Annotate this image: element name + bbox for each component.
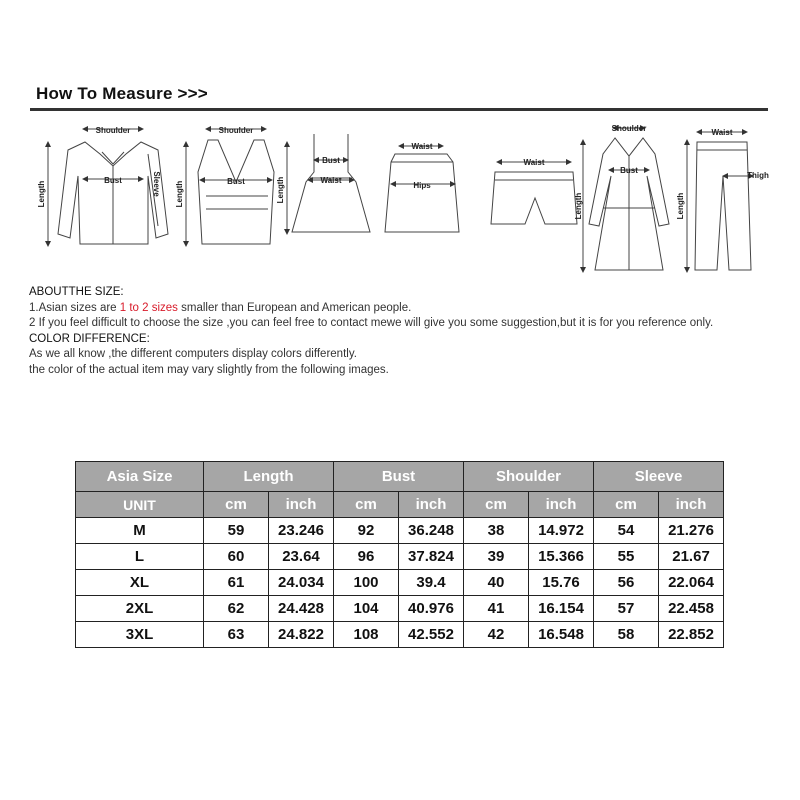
about-size-title: ABOUTTHE SIZE: <box>29 286 124 298</box>
value-cell: 16.548 <box>529 622 594 648</box>
value-cell: 21.67 <box>659 544 724 570</box>
header-length: Length <box>204 462 334 492</box>
size-cell: L <box>76 544 204 570</box>
shorts-figure <box>491 162 577 224</box>
value-cell: 55 <box>594 544 659 570</box>
unit-label: UNIT <box>76 492 204 518</box>
size-notes <box>29 285 779 378</box>
value-cell: 22.852 <box>659 622 724 648</box>
about-size-line-2: 2 If you feel difficult to choose the size ,you can feel free to contact mewe will give you some suggestion,but it is for you reference only. <box>29 317 714 329</box>
line1-highlight: 1 to 2 sizes <box>119 301 178 314</box>
header-bust: Bust <box>334 462 464 492</box>
value-cell: 104 <box>334 596 399 622</box>
size-cell: M <box>76 518 204 544</box>
value-cell: 56 <box>594 570 659 596</box>
label-thigh-pants: Thigh <box>747 171 769 180</box>
value-cell: 22.064 <box>659 570 724 596</box>
size-cell: XL <box>76 570 204 596</box>
unit-cell: inch <box>399 492 464 518</box>
value-cell: 39.4 <box>399 570 464 596</box>
value-cell: 61 <box>204 570 269 596</box>
value-cell: 24.822 <box>269 622 334 648</box>
shirt-figure <box>48 129 168 244</box>
label-waist-pants: Waist <box>711 128 733 137</box>
value-cell: 15.76 <box>529 570 594 596</box>
value-cell: 40.976 <box>399 596 464 622</box>
label-length-shirt: Length <box>37 180 46 208</box>
label-shoulder-vest: Shoulder <box>218 126 254 135</box>
value-cell: 37.824 <box>399 544 464 570</box>
color-difference-title: COLOR DIFFERENCE: <box>29 332 150 345</box>
value-cell: 38 <box>464 518 529 544</box>
color-difference-line-2: the color of the actual item may vary slightly from the following images. <box>29 363 389 376</box>
label-bust-vest: Bust <box>227 177 245 186</box>
value-cell: 23.64 <box>269 544 334 570</box>
value-cell: 63 <box>204 622 269 648</box>
unit-cell: cm <box>594 492 659 518</box>
value-cell: 16.154 <box>529 596 594 622</box>
size-cell: 3XL <box>76 622 204 648</box>
label-shoulder-shirt: Shoulder <box>95 126 131 135</box>
value-cell: 59 <box>204 518 269 544</box>
table-row <box>76 596 724 622</box>
label-bust-coat: Bust <box>620 166 638 175</box>
unit-cell: cm <box>464 492 529 518</box>
unit-cell: inch <box>269 492 334 518</box>
label-bust-shirt: Bust <box>104 176 122 185</box>
value-cell: 54 <box>594 518 659 544</box>
size-cell: 2XL <box>76 596 204 622</box>
size-chart-table <box>75 461 724 648</box>
coat-figure <box>583 128 669 270</box>
value-cell: 60 <box>204 544 269 570</box>
vest-figure <box>186 129 274 244</box>
value-cell: 23.246 <box>269 518 334 544</box>
color-difference-line-1: As we all know ,the different computers display colors differently. <box>29 348 357 360</box>
heading-divider <box>30 108 768 111</box>
label-waist-skirt: Waist <box>411 142 433 151</box>
how-to-measure-heading: How To Measure >>> <box>36 84 208 103</box>
value-cell: 24.034 <box>269 570 334 596</box>
label-length-pants: Length <box>676 192 685 220</box>
value-cell: 108 <box>334 622 399 648</box>
value-cell: 24.428 <box>269 596 334 622</box>
value-cell: 21.276 <box>659 518 724 544</box>
label-length-vest: Length <box>175 180 184 208</box>
measurement-figures <box>30 114 770 279</box>
label-waist-shorts: Waist <box>523 158 545 167</box>
value-cell: 22.458 <box>659 596 724 622</box>
header-shoulder: Shoulder <box>464 462 594 492</box>
table-row <box>76 570 724 596</box>
value-cell: 40 <box>464 570 529 596</box>
value-cell: 58 <box>594 622 659 648</box>
unit-cell: inch <box>529 492 594 518</box>
table-row <box>76 518 724 544</box>
value-cell: 36.248 <box>399 518 464 544</box>
value-cell: 42 <box>464 622 529 648</box>
line1-pre: 1.Asian sizes are <box>29 301 120 314</box>
value-cell: 62 <box>204 596 269 622</box>
header-asia-size: Asia Size <box>76 462 204 492</box>
table-header-row <box>76 462 724 492</box>
label-waist-dress: Waist <box>320 176 342 185</box>
table-unit-row <box>76 492 724 518</box>
unit-cell: inch <box>659 492 724 518</box>
unit-cell: cm <box>204 492 269 518</box>
about-size-line-1 <box>29 301 779 317</box>
label-length-coat: Length <box>574 192 583 220</box>
value-cell: 15.366 <box>529 544 594 570</box>
value-cell: 96 <box>334 544 399 570</box>
value-cell: 41 <box>464 596 529 622</box>
unit-cell: cm <box>334 492 399 518</box>
label-length-dress: Length <box>276 176 285 204</box>
table-row <box>76 622 724 648</box>
table-row <box>76 544 724 570</box>
value-cell: 14.972 <box>529 518 594 544</box>
value-cell: 100 <box>334 570 399 596</box>
line1-post: smaller than European and American people. <box>177 301 412 314</box>
pants-figure <box>687 132 751 270</box>
value-cell: 42.552 <box>399 622 464 648</box>
label-sleeve-shirt: Sleeve <box>152 171 161 197</box>
label-shoulder-coat: Shoulder <box>611 124 647 133</box>
header-sleeve: Sleeve <box>594 462 724 492</box>
value-cell: 57 <box>594 596 659 622</box>
value-cell: 39 <box>464 544 529 570</box>
label-bust-dress: Bust <box>322 156 340 165</box>
value-cell: 92 <box>334 518 399 544</box>
label-hips-skirt: Hips <box>413 181 431 190</box>
